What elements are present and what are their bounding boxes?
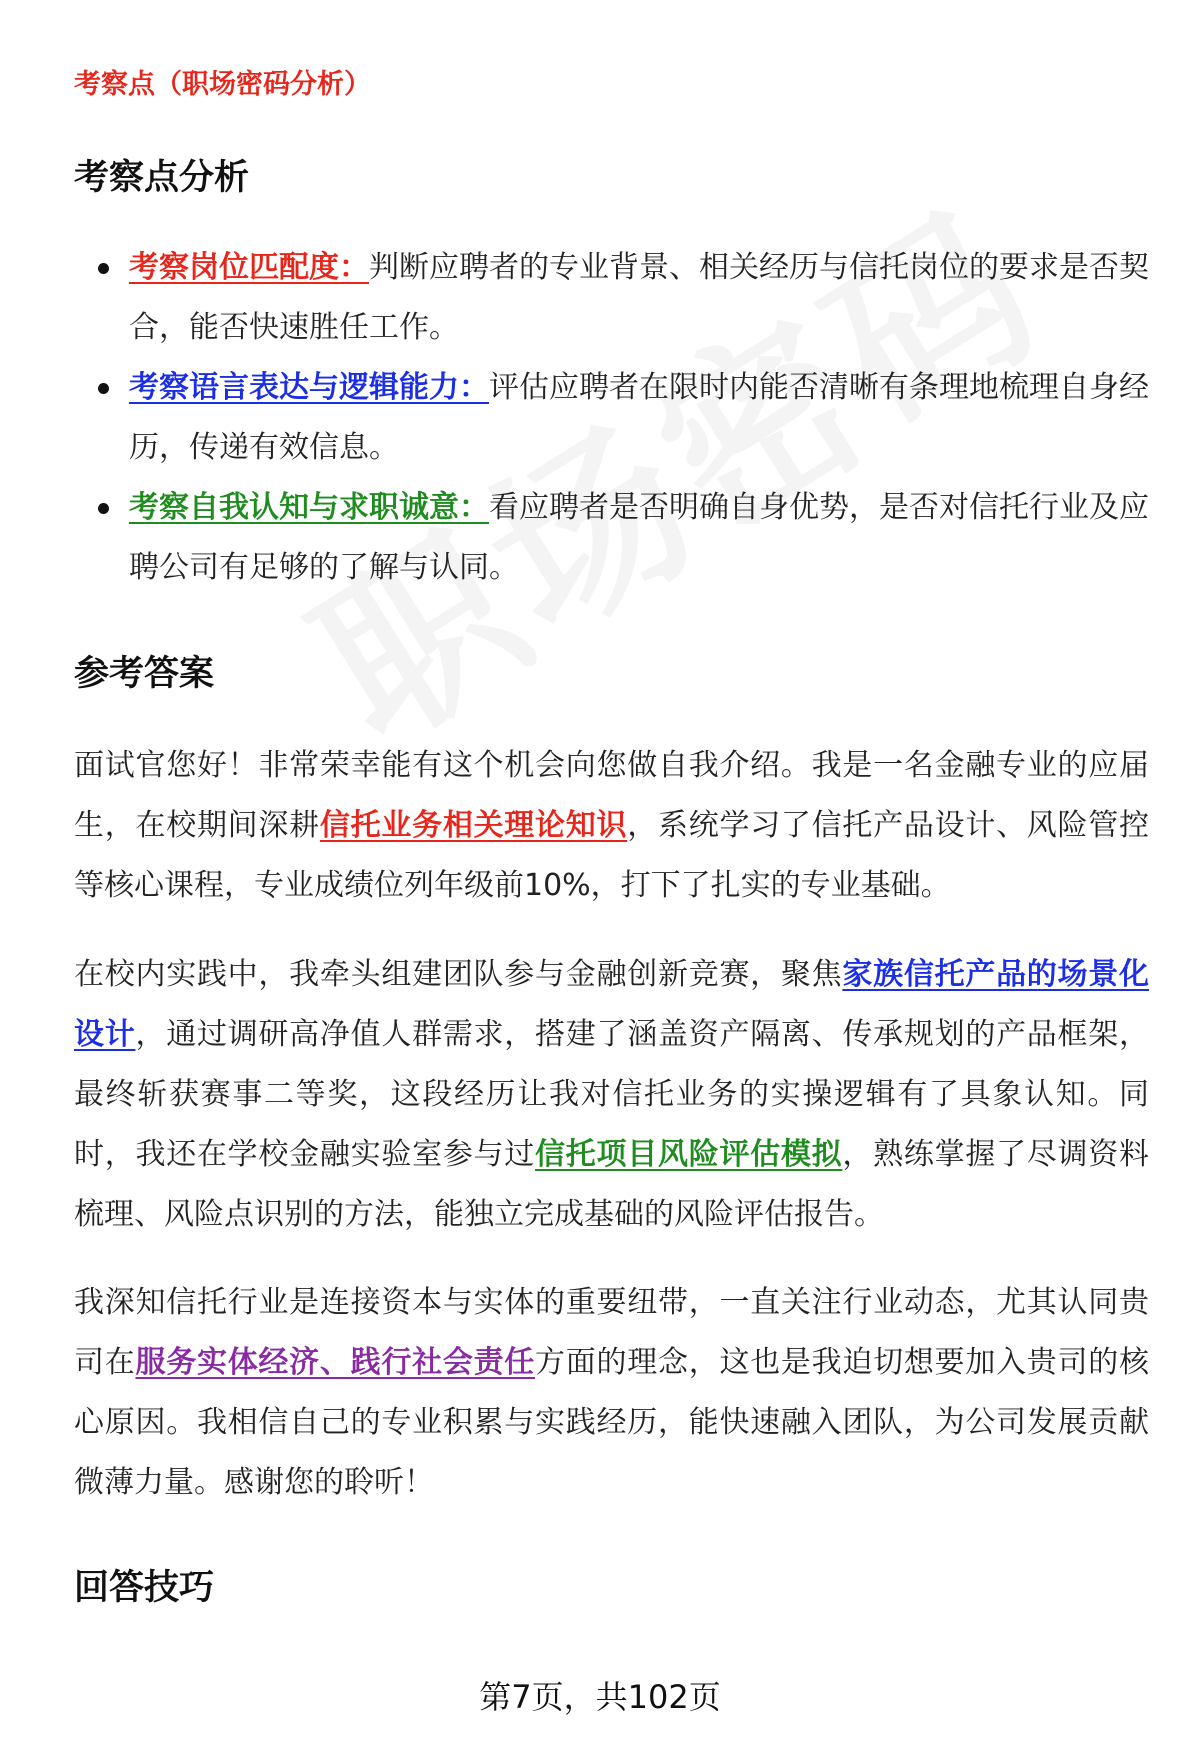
answer-keyword: 信托项目风险评估模拟 [535, 1137, 843, 1172]
answer-keyword: 家族信托产品的场景化设计 [74, 957, 1150, 1052]
page-number-footer: 第7页，共102页 [479, 1678, 721, 1716]
answer-text: ，熟练掌握了尽调资料梳理、风险点识别的方法，能独立完成基础的风险评估报告。 [74, 1137, 1150, 1232]
bullet-dot-icon [98, 383, 109, 394]
bullet-dot-icon [98, 263, 109, 274]
analysis-item-self-awareness [74, 478, 1149, 598]
answer-text: 在校内实践中，我牵头组建团队参与金融创新竞赛，聚焦 [74, 957, 843, 992]
tips-heading: 回答技巧 [74, 1568, 215, 1608]
answer-paragraph-1 [74, 736, 1149, 916]
analysis-item-text: 评估应聘者在限时内能否清晰有条理地梳理自身经历，传递有效信息。 [129, 370, 1149, 465]
answer-paragraph-3 [74, 1273, 1149, 1513]
answer-heading: 参考答案 [74, 654, 215, 694]
analysis-item-label: 考察自我认知与求职诚意： [129, 490, 489, 525]
analysis-item-job-match [74, 238, 1149, 358]
analysis-item-label: 考察语言表达与逻辑能力： [129, 370, 489, 405]
bullet-dot-icon [98, 503, 109, 514]
answer-paragraph-2 [74, 945, 1149, 1245]
answer-text: 面试官您好！非常荣幸能有这个机会向您做自我介绍。我是一名金融专业的应届生，在校期间深耕 [74, 748, 1149, 843]
page-top-title: 考察点（职场密码分析） [74, 69, 371, 100]
answer-text: 我深知信托行业是连接资本与实体的重要纽带，一直关注行业动态，尤其认同贵司在 [74, 1285, 1149, 1380]
analysis-item-expression-logic [74, 358, 1149, 478]
answer-text: ，通过调研高净值人群需求，搭建了涵盖资产隔离、传承规划的产品框架，最终斩获赛事二等奖，这段经历让我对信托业务的实操逻辑有了具象认知。同时，我还在学校金融实验室参与过 [74, 1017, 1150, 1172]
analysis-item-text: 判断应聘者的专业背景、相关经历与信托岗位的要求是否契合，能否快速胜任工作。 [129, 250, 1149, 345]
analysis-heading: 考察点分析 [74, 158, 250, 198]
answer-keyword: 信托业务相关理论知识 [319, 808, 628, 843]
answer-text: 方面的理念，这也是我迫切想要加入贵司的核心原因。我相信自己的专业积累与实践经历，能快速融入团队，为公司发展贡献微薄力量。感谢您的聆听！ [74, 1345, 1150, 1500]
analysis-item-label: 考察岗位匹配度： [129, 250, 369, 285]
answer-text: ，系统学习了信托产品设计、风险管控等核心课程，专业成绩位列年级前10%，打下了扎实的专业基础。 [74, 808, 1150, 903]
analysis-list [74, 238, 1149, 598]
answer-keyword: 服务实体经济、践行社会责任 [135, 1345, 536, 1380]
analysis-item-text: 看应聘者是否明确自身优势，是否对信托行业及应聘公司有足够的了解与认同。 [129, 490, 1149, 585]
